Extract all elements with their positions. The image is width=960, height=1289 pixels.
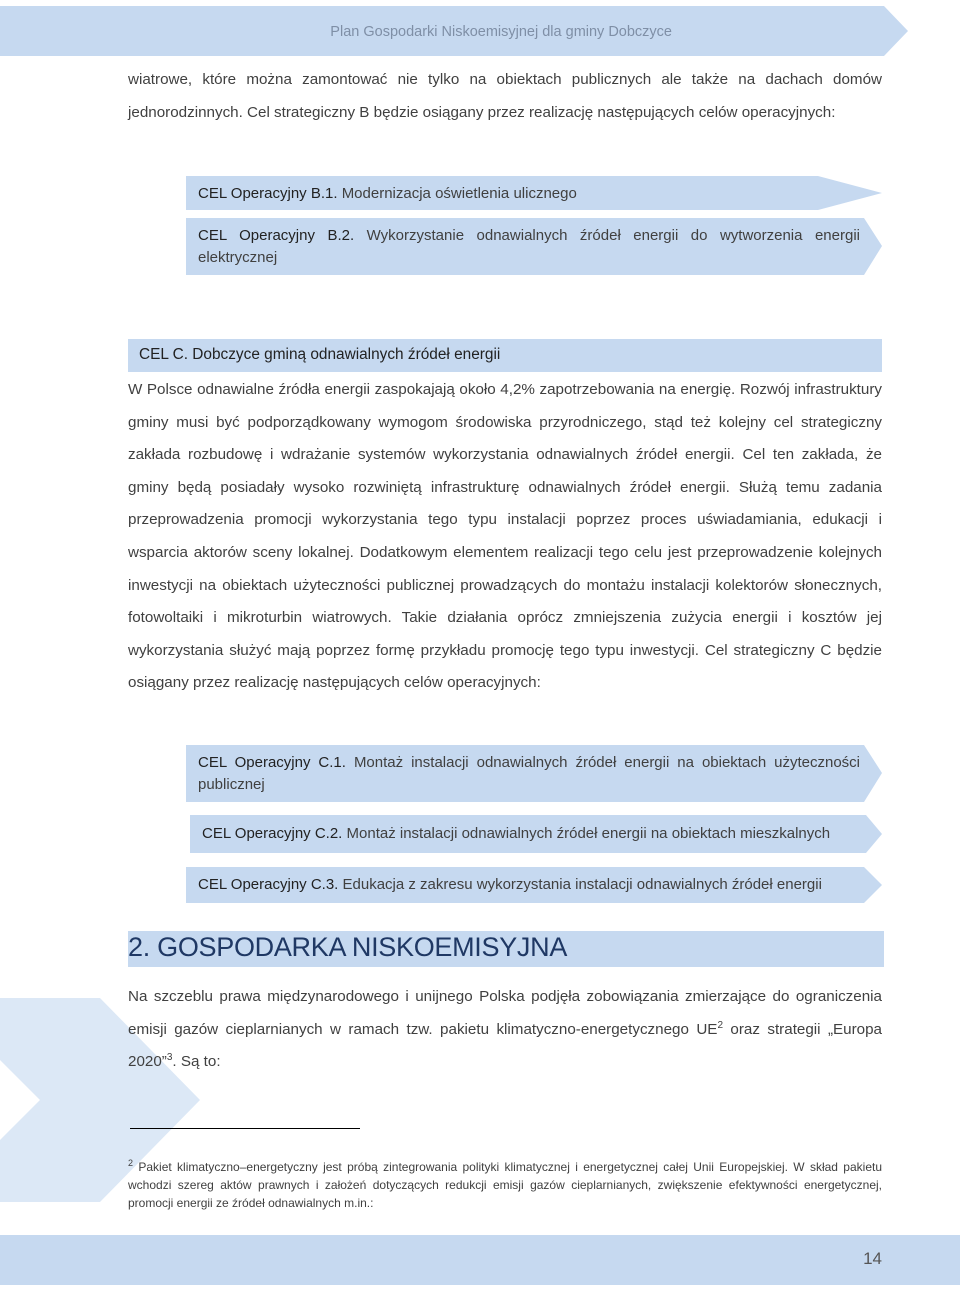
footnote-ref-2[interactable]: 2 <box>717 1019 723 1031</box>
objective-c1-text: Montaż instalacji odnawialnych źródeł energii na obiektach użyteczności publicznej <box>198 754 860 793</box>
intro-text: wiatrowe, które można zamontować nie tylko na obiektach publicznych ale także na dachach domów jednorodzinnych. Cel strategiczny B będzie osiągany przez realizację następujących celów operacyjnych: <box>128 71 882 121</box>
objective-b2 <box>198 225 860 269</box>
section-heading: 2. GOSPODARKA NISKOEMISYJNA <box>128 932 568 962</box>
footnote-ref-3[interactable]: 3 <box>166 1052 173 1064</box>
footnote-separator <box>130 1128 360 1129</box>
footnote <box>128 1158 882 1212</box>
objective-b2-code: CEL Operacyjny B.2. <box>198 227 355 244</box>
objective-b1 <box>198 183 577 205</box>
section2-text-part1: Na szczeblu prawa międzynarodowego i unijnego Polska podjęła zobowiązania zmierzające do ograniczenia emisji gazów cieplarnianych w ramach tzw. pakietu klimatyczno-energetycznego UE <box>128 988 882 1038</box>
footnote-number: 2 <box>128 1158 134 1168</box>
objective-c1 <box>198 752 860 796</box>
paragraph-c <box>128 374 882 700</box>
objective-c3-text: Edukacja z zakresu wykorzystania instalacji odnawialnych źródeł energii <box>342 876 822 893</box>
objective-c3-code: CEL Operacyjny C.3. <box>198 876 339 893</box>
intro-paragraph <box>128 64 882 129</box>
objective-b2-text: Wykorzystanie odnawialnych źródeł energii do wytworzenia energii elektrycznej <box>198 227 860 266</box>
cel-c-title: CEL C. Dobczyce gminą odnawialnych źródeł energii <box>139 346 501 363</box>
section2-text-part3: . Są to: <box>172 1053 221 1071</box>
header-title: Plan Gospodarki Niskoemisyjnej dla gminy Dobczyce <box>330 24 672 40</box>
objective-c2-code: CEL Operacyjny C.2. <box>202 825 343 842</box>
footer-band <box>0 1235 960 1285</box>
page-number: 14 <box>863 1249 882 1268</box>
objective-c1-code: CEL Operacyjny C.1. <box>198 754 346 771</box>
objective-c3 <box>198 874 822 896</box>
section2-text-part2: oraz strategii „Europa 2020” <box>128 1020 882 1071</box>
section2-text <box>128 981 882 1079</box>
section2-paragraph <box>128 981 882 1079</box>
objective-c2-text: Montaż instalacji odnawialnych źródeł energii na obiektach mieszkalnych <box>346 825 831 842</box>
footnote-text: Pakiet klimatyczno–energetyczny jest próbą zintegrowania polityki klimatycznej i energetycznej całej Unii Europejskiej. W skład pakietu wchodzi szereg aktów prawnych i założeń dotyczących redukcji emisji gazów cieplarnianych, zwiększenie efektywności energetycznej, promocji energii ze źródeł odnawialnych m.in.: <box>128 1160 882 1210</box>
paragraph-c-text: W Polsce odnawialne źródła energii zaspokajają około 4,2% zapotrzebowania na energię. Rozwój infrastruktury gminy musi być podporządkowany wymogom środowiska przyrodniczego, stąd też kolejny cel strategiczny zakłada rozbudowę i wdrażanie systemów wykorzystania odnawialnych źródeł energii. Cel ten zakłada, że gminy będą posiadały wysoko rozwiniętą infrastrukturę odnawialnych źródeł energii. Służą temu zadania przeprowadzenia promocji wykorzystania tego typu instalacji poprzez proces uświadamiania, edukacji i wsparcia aktorów sceny lokalnej. Dodatkowym elementem realizacji tego celu jest przeprowadzenie kolejnych inwestycji na obiektach użyteczności publicznej prowadzących do montażu instalacji kolektorów słonecznych, fotowoltaiki i mikroturbin wiatrowych. Takie działania oprócz zmniejszenia zużycia energii i kosztów jej wykorzystania służyć mają poprzez formę przykładu promocję tego typu inwestycji. Cel strategiczny C będzie osiągany przez realizację następujących celów operacyjnych: <box>128 381 882 692</box>
objective-b1-code: CEL Operacyjny B.1. <box>198 185 338 202</box>
objective-b1-text: Modernizacja oświetlenia ulicznego <box>341 185 577 202</box>
objective-c2 <box>202 823 830 845</box>
